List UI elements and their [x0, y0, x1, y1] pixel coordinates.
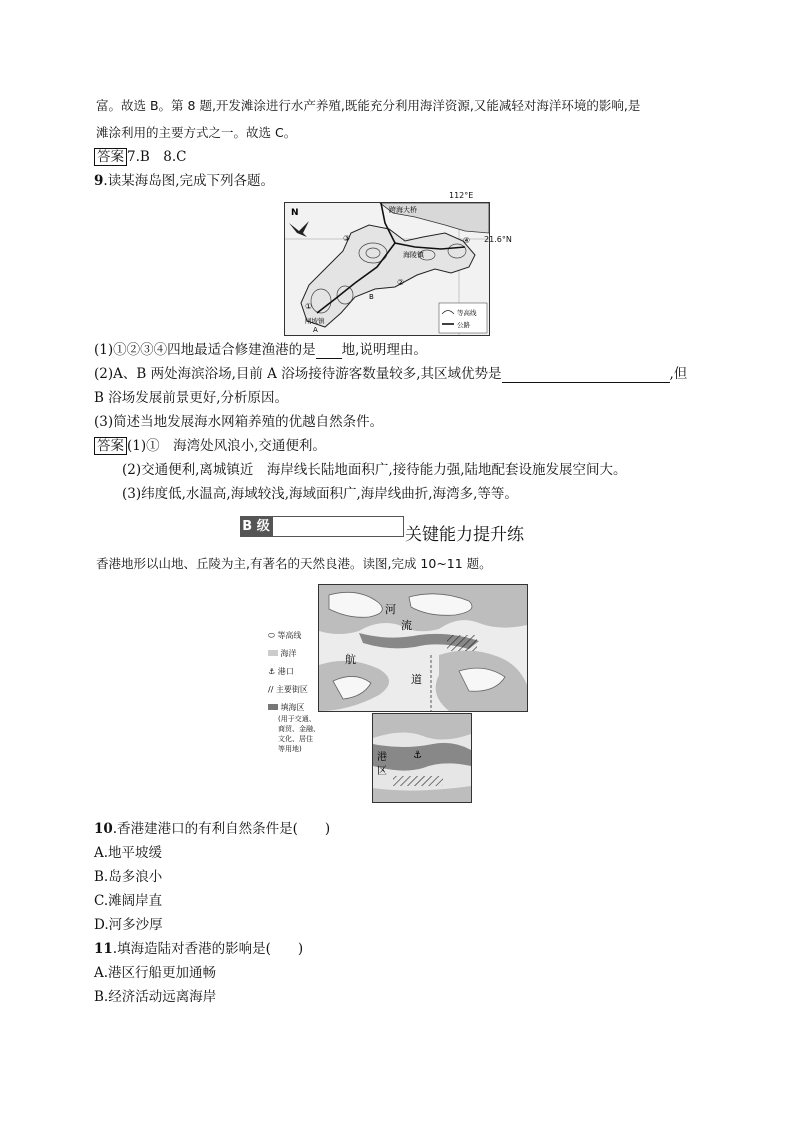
question-text: .填海造陆对香港的影响是( ) [112, 941, 304, 957]
legend-text: 填海区 [280, 703, 305, 712]
legend-port-item [268, 666, 320, 678]
q10-option-b[interactable]: B.岛多浪小 [94, 869, 163, 885]
town2-label: 闸坡镇 [305, 317, 325, 325]
hk-map-inset [372, 713, 472, 803]
legend-reclaim-note [268, 714, 320, 754]
legend-text: 主要街区 [275, 685, 308, 694]
answer-blank[interactable] [316, 344, 342, 359]
q11-option-a[interactable]: A.港区行船更加通畅 [94, 965, 217, 981]
hk-char-channel2: 道 [411, 673, 422, 686]
question-10-stem [94, 820, 330, 838]
q9-sub3: (3)简述当地发展海水网箱养殖的优越自然条件。 [94, 414, 384, 430]
answer-label: 答案 [94, 148, 127, 166]
q9-sub2 [94, 365, 687, 383]
site-1-label: ① [305, 302, 313, 311]
hk-inset-graphic [373, 714, 471, 802]
answer-7-8-row [94, 148, 187, 166]
q9-answer-2: (2)交通便利,离城镇近 海岸线长陆地面积广,接待能力强,陆地配套设施发展空间大。 [122, 462, 627, 478]
q9-sub1-text: (1)①②③④四地最适合修建渔港的是 [94, 342, 316, 358]
legend-text: 港口 [277, 667, 294, 676]
site-4-label: ④ [463, 236, 471, 245]
hk-map-graphic [319, 585, 527, 711]
hk-map-main [318, 584, 528, 712]
answer-7-8: 7.B 8.C [127, 149, 187, 165]
legend-note-line: 等用地) [278, 745, 302, 753]
anchor-icon: ⚓ [268, 667, 276, 676]
legend-note-line: (用于交通、 [278, 715, 316, 723]
site-b-label: B [369, 293, 374, 301]
question-number: 11 [94, 941, 113, 957]
hk-char-port1: 港 [377, 752, 387, 763]
svg-text:⚓: ⚓ [413, 750, 422, 761]
q9-answer-1 [94, 437, 326, 455]
north-label: N [291, 208, 299, 218]
explanation-line-1: 富。故选 B。第 8 题,开发滩涂进行水产养殖,既能充分利用海洋资源,又能减轻对海洋环境的影响,是 [96, 98, 641, 113]
q10-option-c[interactable]: C.滩阔岸直 [94, 893, 163, 909]
legend-text: 等高线 [277, 631, 302, 640]
q9-answer-1-text: (1)① 海湾处风浪小,交通便利。 [127, 438, 326, 454]
hk-char-river1: 河 [385, 603, 396, 616]
legend-reclaim-item [268, 702, 320, 714]
question-number: 9 [94, 173, 104, 189]
section-badge: B 级 [240, 516, 272, 537]
q9-sub1 [94, 341, 427, 359]
hk-char-river2: 流 [401, 619, 412, 632]
legend-note-line: 商贸、金融、 [278, 725, 320, 733]
question-9-stem [94, 172, 274, 190]
section-title: 关键能力提升练 [405, 525, 524, 545]
q9-sub1-text-end: 地,说明理由。 [341, 342, 427, 358]
legend-contour-item: ⬭ 等高线 [268, 631, 302, 640]
question-text: .香港建港口的有利自然条件是( ) [112, 821, 331, 837]
island-map-graphic [285, 203, 489, 335]
hk-char-port2: 区 [377, 766, 387, 777]
island-map [284, 202, 490, 336]
longitude-label: 112°E [449, 191, 474, 200]
q9-sub2-text: (2)A、B 两处海滨浴场,目前 A 浴场接待游客数量较多,其区域优势是 [94, 366, 502, 382]
legend-road: 公路 [457, 321, 470, 329]
intro-text: 香港地形以山地、丘陵为主,有著名的天然良港。读图,完成 10~11 题。 [96, 556, 492, 571]
q10-option-d[interactable]: D.河多沙厚 [94, 917, 163, 933]
hk-legend [268, 630, 320, 754]
answer-blank[interactable] [502, 368, 670, 383]
q10-option-a[interactable]: A.地平坡缓 [94, 845, 163, 861]
latitude-label: 21.6°N [484, 235, 512, 244]
bridge-label: 跨海大桥 [389, 206, 417, 214]
town1-label: 海陵镇 [403, 251, 424, 259]
legend-street-item: // 主要街区 [268, 685, 308, 694]
legend-note-line: 文化、居住 [278, 735, 313, 743]
q9-sub2-cont: B 浴场发展前景更好,分析原因。 [94, 390, 289, 406]
legend-text: 海洋 [280, 649, 297, 658]
explanation-line-2: 滩涂利用的主要方式之一。故选 C。 [96, 125, 297, 140]
q9-answer-3: (3)纬度低,水温高,海域较浅,海域面积广,海岸线曲折,海湾多,等等。 [122, 486, 518, 502]
section-bar [272, 516, 404, 537]
hk-char-channel1: 航 [345, 653, 356, 666]
site-a-label: A [313, 326, 318, 334]
q9-sub2-text-end: ,但 [669, 366, 688, 382]
question-number: 10 [94, 821, 113, 837]
answer-label: 答案 [94, 437, 127, 455]
legend-contour: 等高线 [457, 309, 477, 317]
legend-sea-item [268, 648, 320, 660]
question-text: .读某海岛图,完成下列各题。 [103, 173, 274, 189]
q11-option-b[interactable]: B.经济活动远离海岸 [94, 989, 217, 1005]
site-3-label: ③ [343, 234, 351, 243]
question-11-stem [94, 940, 303, 958]
site-2-label: ② [397, 278, 405, 287]
